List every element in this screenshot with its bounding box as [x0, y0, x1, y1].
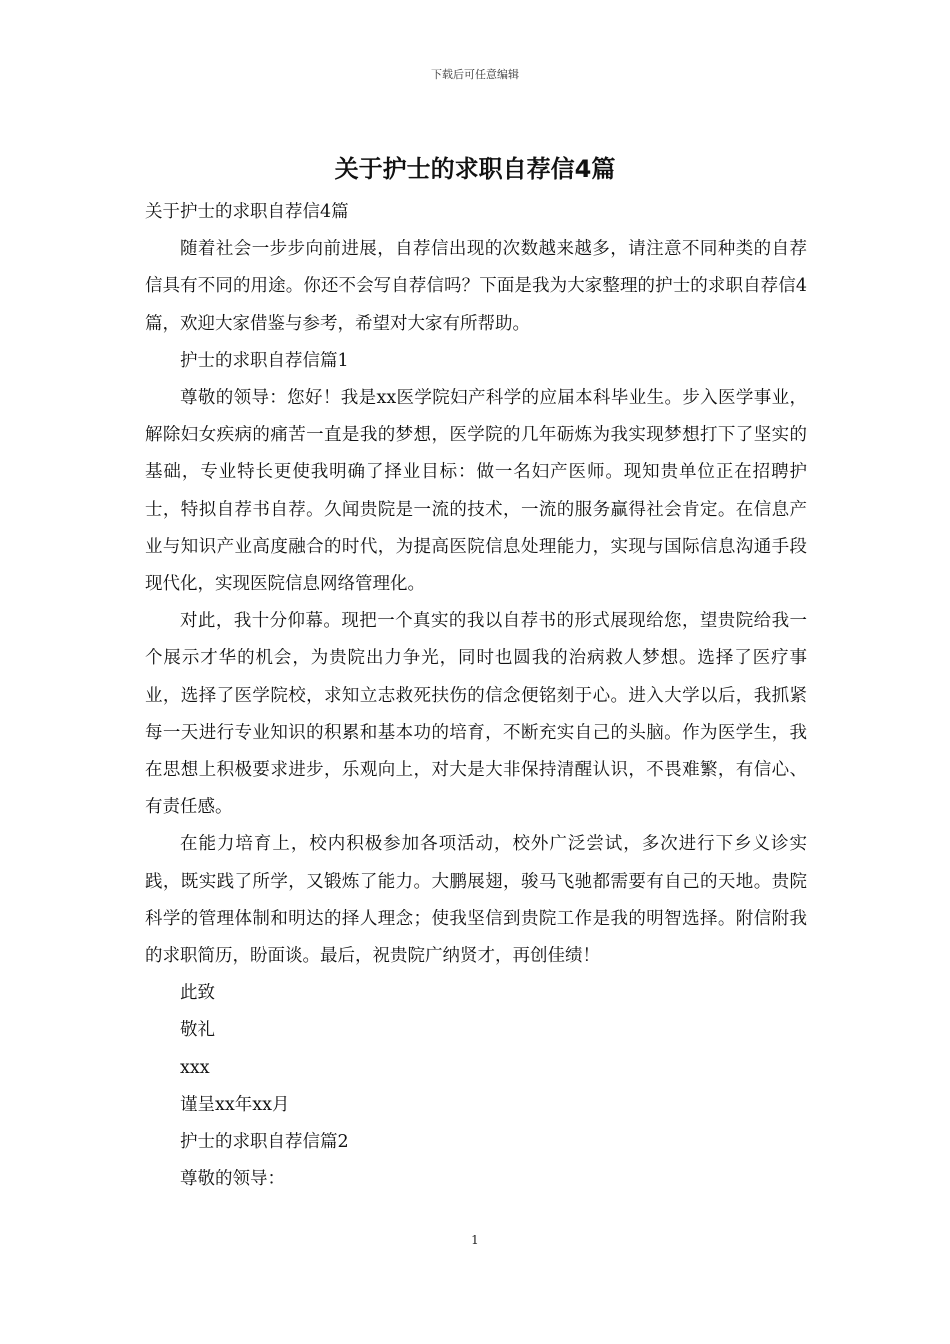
subtitle-line: 关于护士的求职自荐信4篇: [145, 202, 349, 222]
page-number: 1: [471, 1233, 479, 1247]
document-body: [145, 194, 807, 1198]
letter-paragraph: 对此，我十分仰幕。现把一个真实的我以自荐书的形式展现给您，望贵院给我一个展示才华的机会，为贵院出力争光，同时也圆我的治病救人梦想。选择了医疗事业，选择了医学院校，求知立志救死扶伤的信念便铭刻于心。进入大学以后，我抓紧每一天进行专业知识的积累和基本功的培育，不断充实自己的头脑。作为医学生，我在思想上积极要求进步，乐观向上，对大是大非保持清醒认识，不畏难繁，有信心、有责任感。: [145, 611, 807, 818]
closing-line: 此致: [180, 983, 215, 1004]
signature-name: xxx: [180, 1057, 210, 1078]
document-title: 关于护士的求职自荐信4篇: [334, 155, 616, 183]
letter-paragraph: 在能力培育上，校内积极参加各项活动，校外广泛尝试，多次进行下乡义诊实践，既实践了所学，又锻炼了能力。大鹏展翅，骏马飞驰都需要有自己的天地。贵院科学的管理体制和明达的择人理念；使我坚信到贵院工作是我的明智选择。附信附我的求职简历，盼面谈。最后，祝贵院广纳贤才，再创佳绩！: [145, 834, 807, 967]
intro-paragraph: 随着社会一步步向前进展，自荐信出现的次数越来越多，请注意不同种类的自荐信具有不同的用途。你还不会写自荐信吗？下面是我为大家整理的护士的求职自荐信4篇，欢迎大家借鉴与参考，希望对大家有所帮助。: [145, 239, 807, 334]
header-note: 下载后可任意编辑: [431, 68, 519, 81]
section-heading-2: 护士的求职自荐信篇2: [180, 1132, 349, 1153]
salutation: 尊敬的领导：: [180, 1169, 285, 1190]
signature-date: 谨呈xx年xx月: [180, 1094, 290, 1115]
section-heading-1: 护士的求职自荐信篇1: [180, 350, 349, 371]
letter-paragraph: 尊敬的领导：您好！我是xx医学院妇产科学的应届本科毕业生。步入医学事业，解除妇女疾病的痛苦一直是我的梦想，医学院的几年砺炼为我实现梦想打下了坚实的基础，专业特长更使我明确了择业目标：做一名妇产医师。现知贵单位正在招聘护士，特拟自荐书自荐。久闻贵院是一流的技术，一流的服务赢得社会肯定。在信息产业与知识产业高度融合的时代，为提高医院信息处理能力，实现与国际信息沟通手段现代化，实现医院信息网络管理化。: [145, 388, 807, 595]
closing-salute: 敬礼: [180, 1020, 215, 1041]
